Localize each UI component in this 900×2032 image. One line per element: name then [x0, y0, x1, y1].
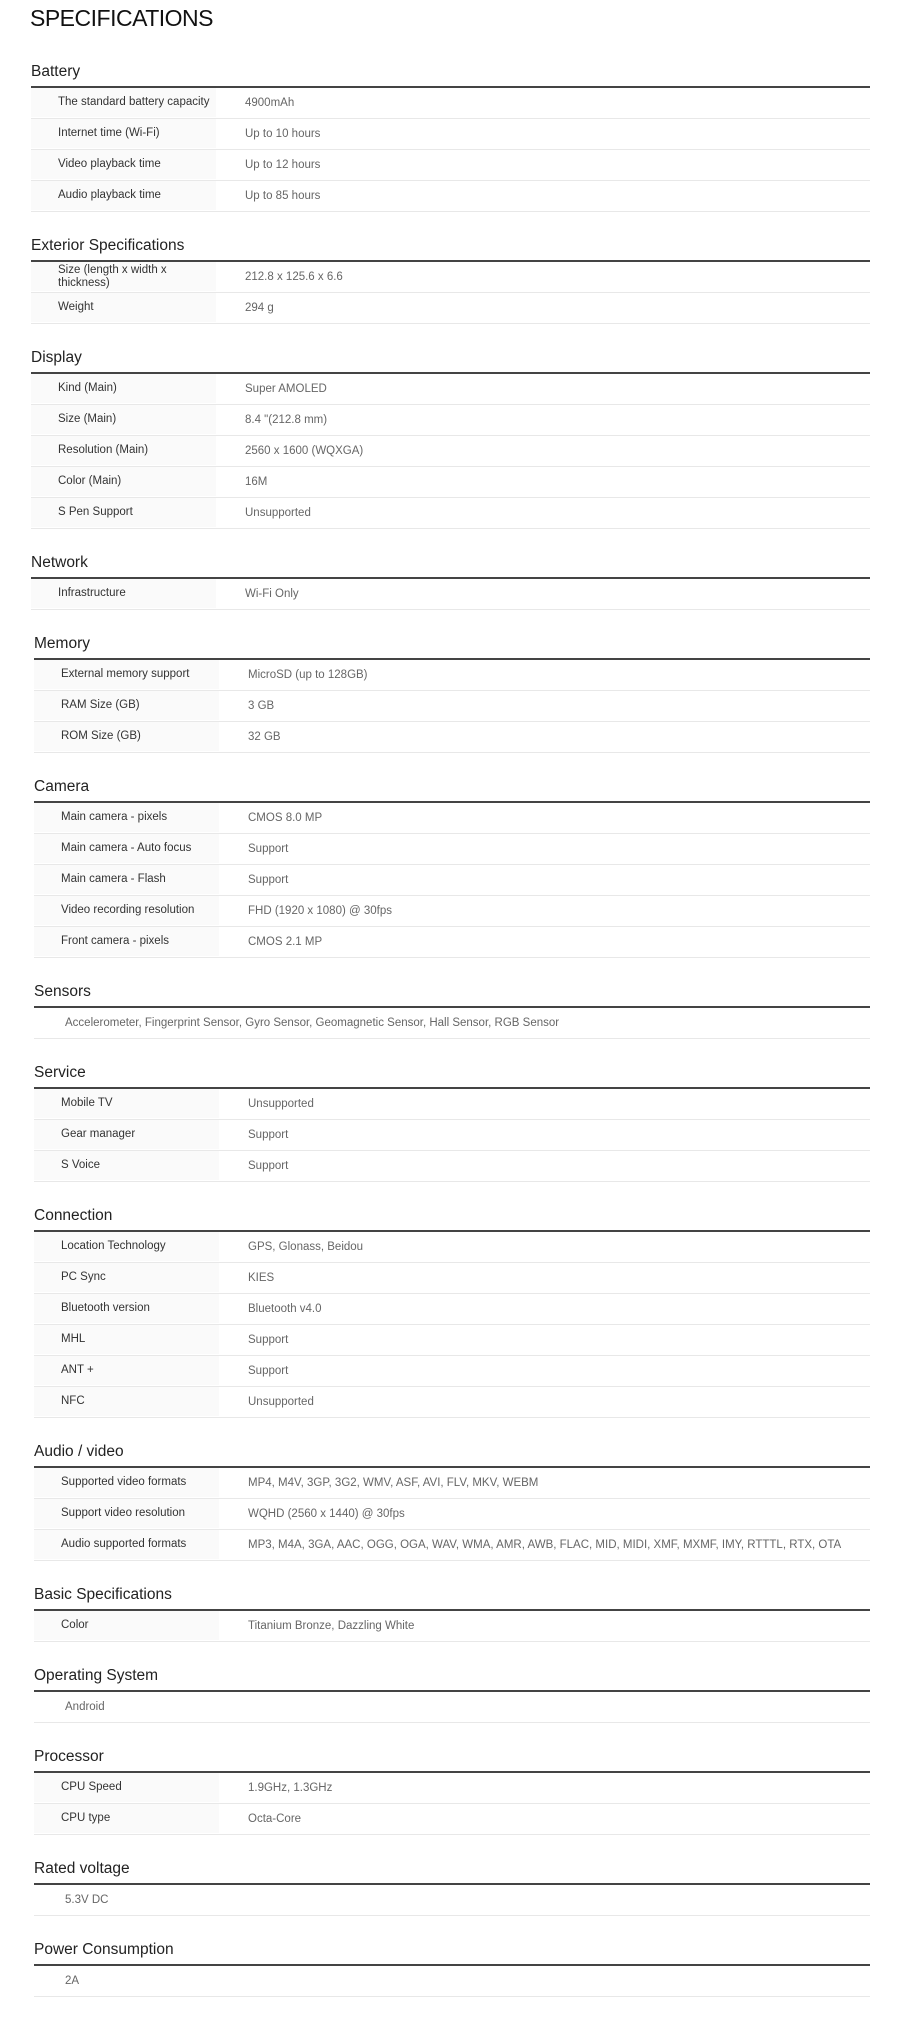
section-title: Memory: [34, 635, 90, 652]
spec-row: [34, 1325, 870, 1356]
spec-label: Weight: [31, 293, 216, 322]
section-processor: [34, 1723, 870, 1835]
spec-row: [31, 88, 870, 119]
spec-row: [34, 1120, 870, 1151]
spec-label: Internet time (Wi-Fi): [31, 119, 216, 148]
spec-value: Titanium Bronze, Dazzling White: [248, 1620, 415, 1632]
section-memory: [34, 610, 870, 753]
spec-value: 16M: [245, 476, 268, 488]
spec-label: Kind (Main): [31, 374, 216, 403]
spec-value: Wi-Fi Only: [245, 588, 299, 600]
spec-label: Front camera - pixels: [34, 927, 219, 956]
spec-label: Size (length x width x thickness): [31, 262, 216, 291]
spec-row: [31, 436, 870, 467]
spec-row: [34, 1611, 870, 1642]
spec-value: 294 g: [245, 302, 274, 314]
spec-table: [34, 1006, 870, 1039]
spec-label: Supported video formats: [34, 1468, 219, 1497]
spec-label: Color: [34, 1611, 219, 1640]
spec-row: [34, 834, 870, 865]
spec-label: ROM Size (GB): [34, 722, 219, 751]
spec-row: [31, 293, 870, 324]
spec-value: 4900mAh: [245, 97, 295, 109]
spec-label: Audio supported formats: [34, 1530, 219, 1559]
spec-row: [34, 1966, 870, 1997]
section-title: Rated voltage: [34, 1860, 130, 1877]
section-service: [34, 1039, 870, 1182]
section-title: Battery: [31, 63, 81, 80]
spec-value: Up to 10 hours: [245, 128, 321, 140]
spec-table: [31, 372, 870, 529]
spec-row: [34, 660, 870, 691]
spec-row: [31, 579, 870, 610]
spec-value: 2A: [65, 1975, 80, 1987]
section-rated-voltage: [34, 1835, 870, 1916]
spec-label: Main camera - pixels: [34, 803, 219, 832]
spec-value: Support: [248, 1129, 289, 1141]
spec-row: [34, 1263, 870, 1294]
spec-row: [34, 1008, 870, 1039]
spec-row: [34, 1151, 870, 1182]
section-basic-specifications: [34, 1561, 870, 1642]
spec-value: Unsupported: [248, 1396, 314, 1408]
spec-value: Bluetooth v4.0: [248, 1303, 322, 1315]
spec-row: [34, 1387, 870, 1418]
section-title: Audio / video: [34, 1443, 124, 1460]
spec-label: S Pen Support: [31, 498, 216, 527]
spec-value: CMOS 2.1 MP: [248, 936, 323, 948]
section-camera: [34, 753, 870, 958]
spec-sections: [31, 38, 870, 1997]
spec-row: [31, 467, 870, 498]
spec-value: Unsupported: [248, 1098, 314, 1110]
spec-label: Main camera - Auto focus: [34, 834, 219, 863]
spec-label: RAM Size (GB): [34, 691, 219, 720]
spec-value: Unsupported: [245, 507, 311, 519]
spec-value: CMOS 8.0 MP: [248, 812, 323, 824]
spec-value: 2560 x 1600 (WQXGA): [245, 445, 364, 457]
spec-row: [34, 1294, 870, 1325]
section-display: [31, 324, 870, 529]
section-title: Operating System: [34, 1667, 159, 1684]
section-title: Basic Specifications: [34, 1586, 172, 1603]
spec-value: 32 GB: [248, 731, 281, 743]
spec-value: Support: [248, 843, 289, 855]
spec-row: [34, 1530, 870, 1561]
section-title: Camera: [34, 778, 90, 795]
spec-label: Video recording resolution: [34, 896, 219, 925]
spec-table: [34, 1230, 870, 1418]
spec-value: Up to 85 hours: [245, 190, 321, 202]
spec-row: [34, 691, 870, 722]
spec-row: [34, 1356, 870, 1387]
spec-value: Up to 12 hours: [245, 159, 321, 171]
section-battery: [31, 38, 870, 212]
spec-label: Location Technology: [34, 1232, 219, 1261]
spec-value: Super AMOLED: [245, 383, 327, 395]
spec-row: [31, 262, 870, 293]
section-audio-video: [34, 1418, 870, 1561]
spec-value: Support: [248, 1334, 289, 1346]
spec-value: MP3, M4A, 3GA, AAC, OGG, OGA, WAV, WMA, AMR, AWB, FLAC, MID, MIDI, XMF, MXMF, IMY, RTTTL, RTX, OTA: [248, 1539, 842, 1551]
spec-value: GPS, Glonass, Beidou: [248, 1241, 364, 1253]
spec-label: S Voice: [34, 1151, 219, 1180]
spec-value: KIES: [248, 1272, 275, 1284]
spec-label: CPU Speed: [34, 1773, 219, 1802]
spec-row: [34, 896, 870, 927]
spec-table: [34, 658, 870, 753]
spec-value: Support: [248, 1365, 289, 1377]
spec-table: [34, 1771, 870, 1835]
spec-table: [34, 801, 870, 958]
spec-value: Support: [248, 874, 289, 886]
spec-label: Color (Main): [31, 467, 216, 496]
spec-table: [34, 1087, 870, 1182]
page-title: SPECIFICATIONS: [30, 5, 213, 31]
spec-row: [34, 1499, 870, 1530]
spec-row: [31, 119, 870, 150]
spec-value: MicroSD (up to 128GB): [248, 669, 368, 681]
spec-row: [31, 498, 870, 529]
spec-row: [34, 1468, 870, 1499]
spec-row: [34, 1232, 870, 1263]
spec-label: External memory support: [34, 660, 219, 689]
section-title: Exterior Specifications: [31, 237, 185, 254]
spec-label: NFC: [34, 1387, 219, 1416]
spec-value: 5.3V DC: [65, 1894, 109, 1906]
spec-value: Octa-Core: [248, 1813, 302, 1825]
spec-table: [34, 1964, 870, 1997]
spec-row: [34, 1773, 870, 1804]
spec-label: Gear manager: [34, 1120, 219, 1149]
spec-label: Infrastructure: [31, 579, 216, 608]
section-operating-system: [34, 1642, 870, 1723]
spec-label: Support video resolution: [34, 1499, 219, 1528]
spec-row: [34, 722, 870, 753]
spec-row: [34, 803, 870, 834]
spec-value: Support: [248, 1160, 289, 1172]
spec-row: [34, 1804, 870, 1835]
spec-table: [31, 260, 870, 324]
spec-value: Accelerometer, Fingerprint Sensor, Gyro Sensor, Geomagnetic Sensor, Hall Sensor, RGB Sensor: [65, 1017, 560, 1029]
spec-value: 8.4 "(212.8 mm): [245, 414, 328, 426]
spec-value: WQHD (2560 x 1440) @ 30fps: [248, 1508, 405, 1520]
section-power-consumption: [34, 1916, 870, 1997]
spec-table: [34, 1690, 870, 1723]
spec-value: 1.9GHz, 1.3GHz: [248, 1782, 333, 1794]
spec-label: MHL: [34, 1325, 219, 1354]
spec-row: [34, 1885, 870, 1916]
section-title: Power Consumption: [34, 1941, 174, 1958]
spec-value: 212.8 x 125.6 x 6.6: [245, 271, 343, 283]
spec-label: Size (Main): [31, 405, 216, 434]
spec-table: [34, 1609, 870, 1642]
section-title: Network: [31, 554, 88, 571]
spec-table: [31, 86, 870, 212]
section-connection: [34, 1182, 870, 1418]
section-exterior-specifications: [31, 212, 870, 324]
spec-value: MP4, M4V, 3GP, 3G2, WMV, ASF, AVI, FLV, MKV, WEBM: [248, 1477, 539, 1489]
spec-row: [31, 405, 870, 436]
section-title: Service: [34, 1064, 86, 1081]
spec-label: Mobile TV: [34, 1089, 219, 1118]
section-sensors: [34, 958, 870, 1039]
section-network: [31, 529, 870, 610]
spec-label: Audio playback time: [31, 181, 216, 210]
spec-label: Video playback time: [31, 150, 216, 179]
spec-row: [34, 1089, 870, 1120]
spec-row: [31, 150, 870, 181]
spec-label: PC Sync: [34, 1263, 219, 1292]
section-title: Processor: [34, 1748, 104, 1765]
section-title: Display: [31, 349, 82, 366]
spec-label: ANT +: [34, 1356, 219, 1385]
spec-row: [34, 865, 870, 896]
spec-row: [31, 374, 870, 405]
section-title: Sensors: [34, 983, 91, 1000]
spec-value: FHD (1920 x 1080) @ 30fps: [248, 905, 392, 917]
spec-table: [31, 577, 870, 610]
spec-value: Android: [65, 1701, 105, 1713]
spec-label: The standard battery capacity: [31, 88, 216, 117]
spec-label: Bluetooth version: [34, 1294, 219, 1323]
spec-label: Resolution (Main): [31, 436, 216, 465]
section-title: Connection: [34, 1207, 113, 1224]
spec-row: [34, 1692, 870, 1723]
spec-label: CPU type: [34, 1804, 219, 1833]
spec-label: Main camera - Flash: [34, 865, 219, 894]
spec-value: 3 GB: [248, 700, 275, 712]
spec-table: [34, 1466, 870, 1561]
spec-row: [31, 181, 870, 212]
spec-row: [34, 927, 870, 958]
spec-table: [34, 1883, 870, 1916]
